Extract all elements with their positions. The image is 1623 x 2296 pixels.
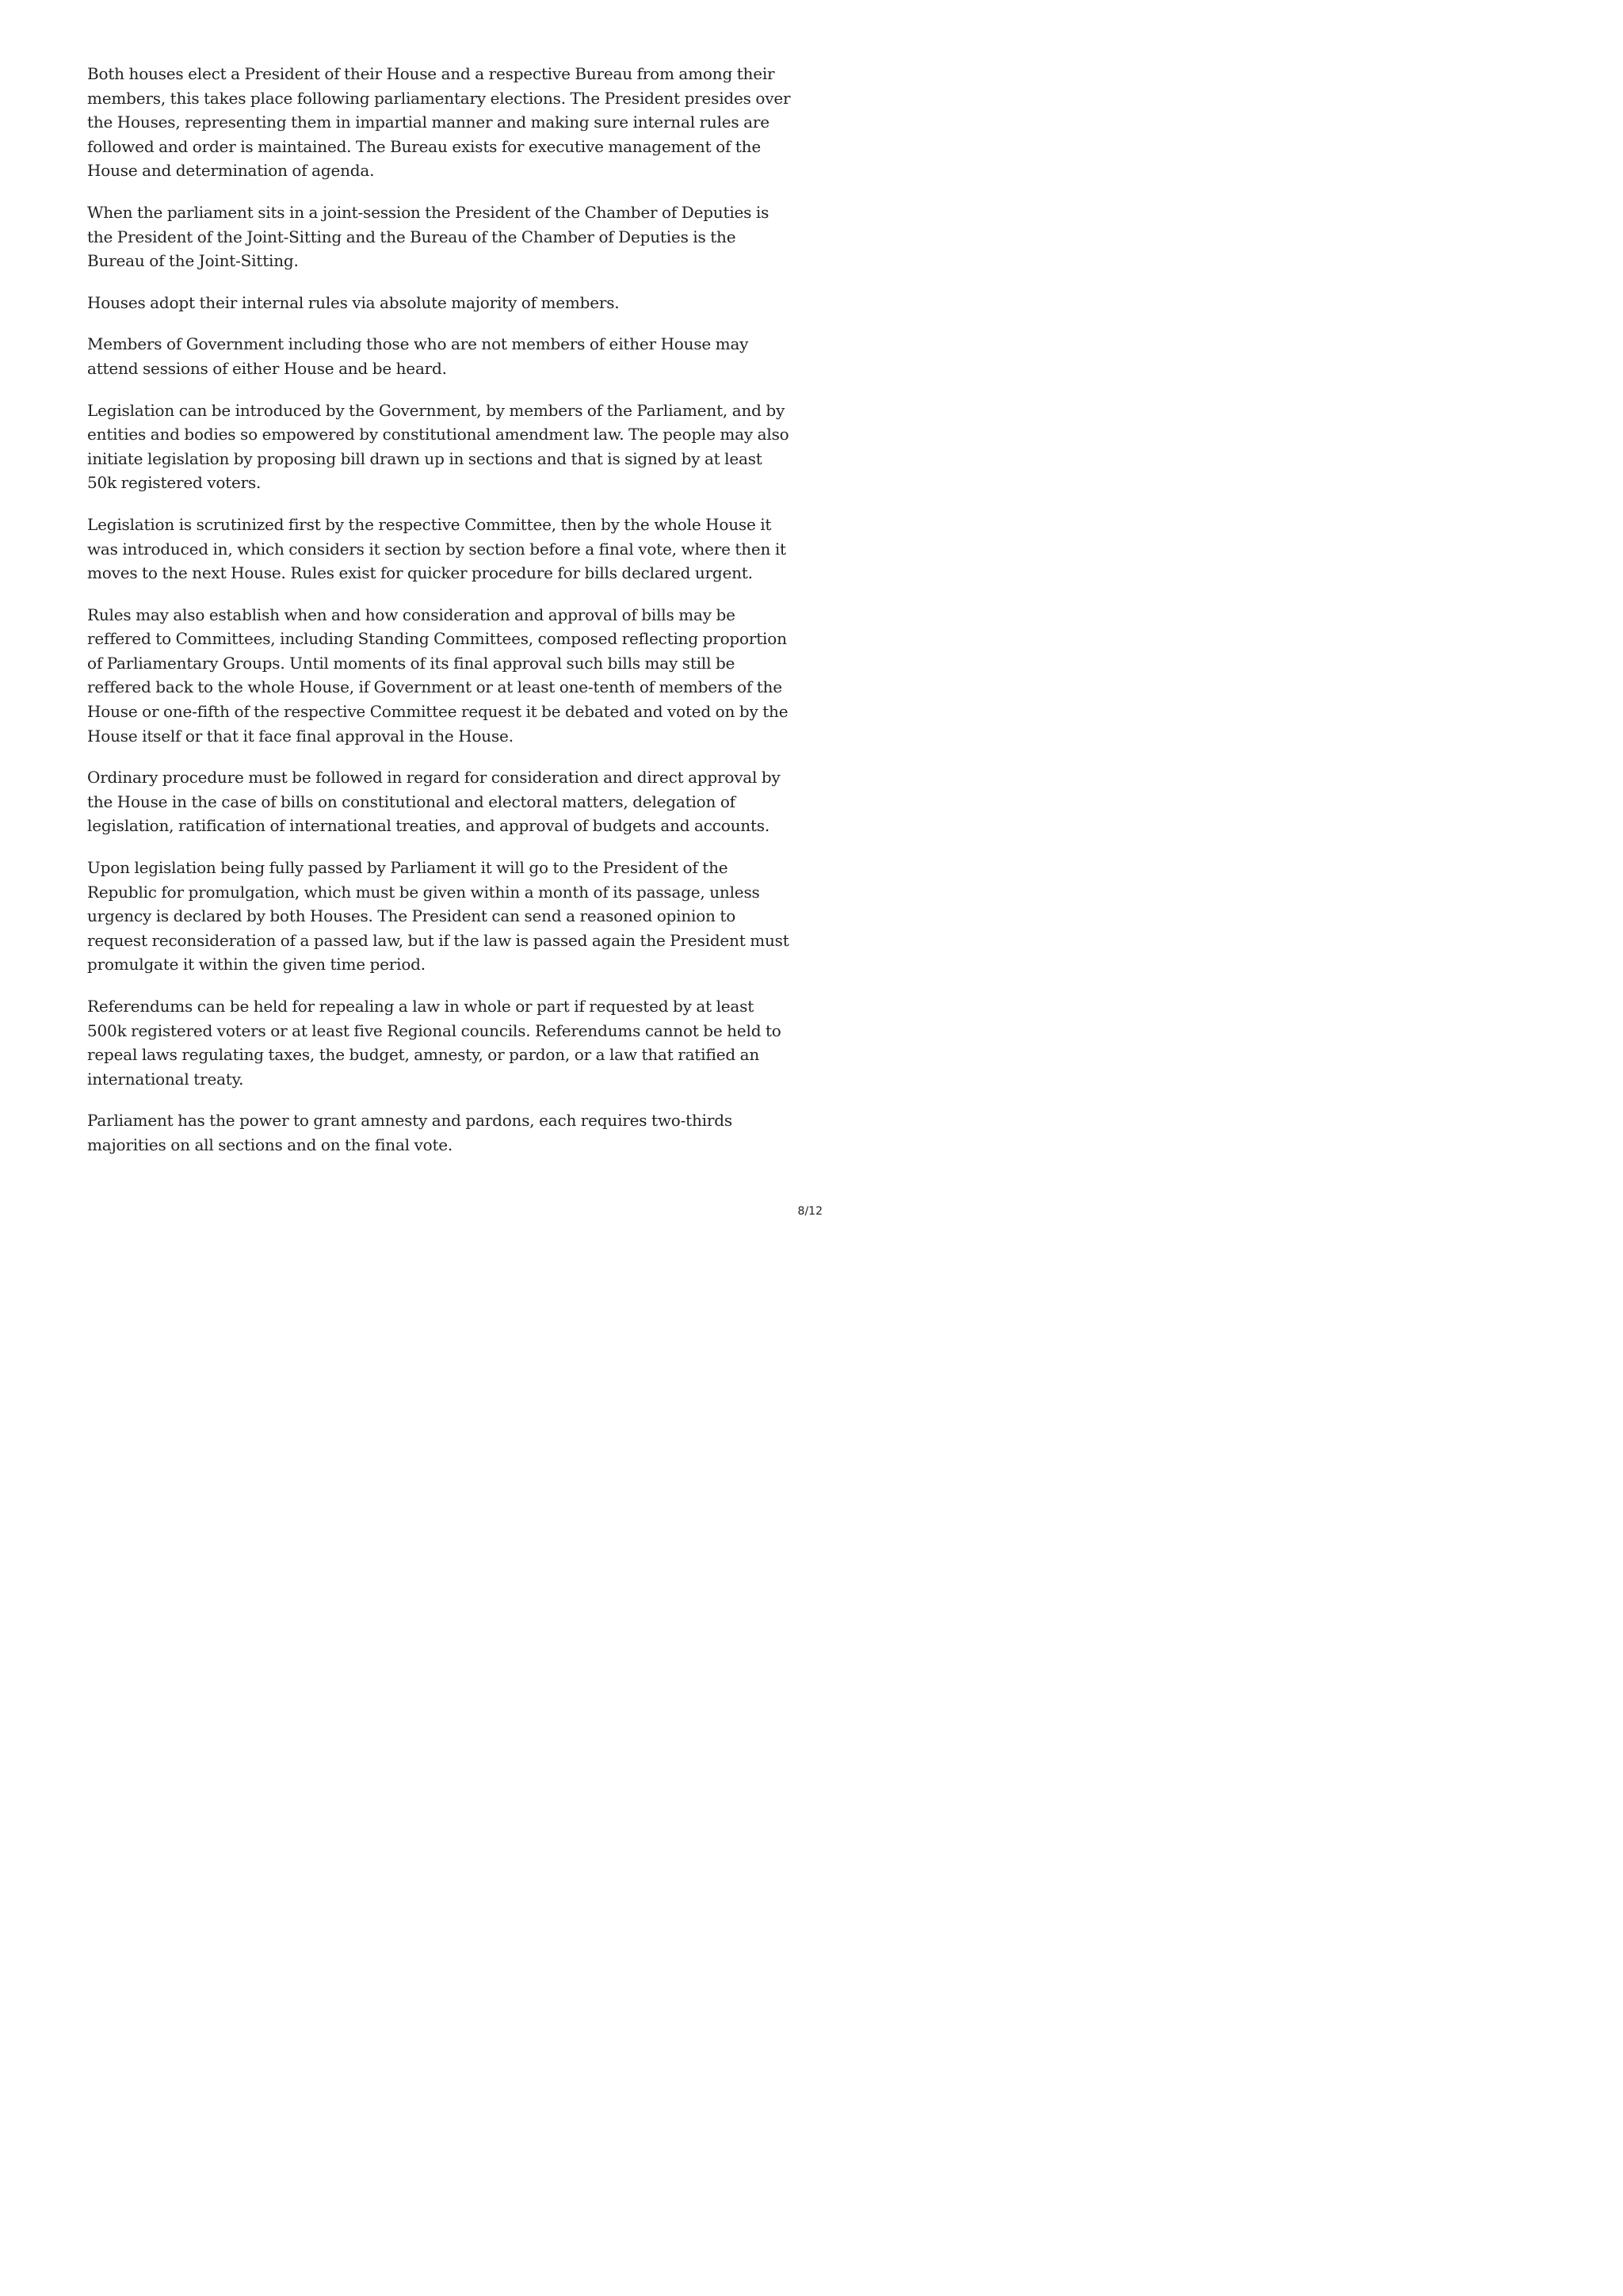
paragraph-ordinary-procedure: Ordinary procedure must be followed in regard for consideration and direct approval by the House in the case of bills on constitutional and electoral matters, delegation of legislation, ratification of international treaties, and approval of budgets and accounts.	[87, 768, 781, 836]
paragraph-promulgation: Upon legislation being fully passed by Parliament it will go to the President of the Republic for promulgation, which must be given within a month of its passage, unless urgency is declared by both Houses. The President can send a reasoned opinion to request reconsideration of a passed law, but if the law is passed again the President must promulgate it within the given time period.	[87, 858, 789, 974]
paragraph-amnesty-pardons: Parliament has the power to grant amnesty and pardons, each requires two-thirds majorities on all sections and on the final vote.	[87, 1111, 732, 1154]
paragraph-referendums: Referendums can be held for repealing a law in whole or part if requested by at least 500k registered voters or at least five Regional councils. Referendums cannot be held to repeal laws regulating taxes, the budget, amnesty, or pardon, or a law that ratified an international treaty.	[87, 997, 781, 1089]
paragraph-committee-rules: Rules may also establish when and how consideration and approval of bills may be reffered to Committees, including Standing Committees, composed reflecting proportion of Parliamentary Groups. Until moments of its final approval such bills may still be reffered back to the whole House, if Government or at least one-tenth of members of the House or one-fifth of the respective Committee request it be debated and voted on by the House itself or that it face final approval in the House.	[87, 605, 789, 746]
paragraph-president-bureau: Both houses elect a President of their House and a respective Bureau from among their members, this takes place following parliamentary elections. The President presides over the Houses, representing them in impartial manner and making sure internal rules are followed and order is maintained. The Bureau exists for executive management of the House and determination of agenda.	[87, 64, 791, 181]
paragraph-legislation-scrutiny: Legislation is scrutinized first by the respective Committee, then by the whole House it was introduced in, which considers it section by section before a final vote, where then it moves to the next House. Rules exist for quicker procedure for bills declared urgent.	[87, 514, 786, 583]
paragraph-government-members: Members of Government including those who are not members of either House may attend sessions of either House and be heard.	[87, 334, 749, 378]
page-body	[87, 62, 794, 1175]
paragraph-joint-session: When the parliament sits in a joint-session the President of the Chamber of Deputies is the President of the Joint-Sitting and the Bureau of the Chamber of Deputies is the Bureau of the Joint-Sitting.	[87, 202, 769, 271]
paragraph-legislation-introduction: Legislation can be introduced by the Government, by members of the Parliament, and by entities and bodies so empowered by constitutional amendment law. The people may also initiate legislation by proposing bill drawn up in sections and that is signed by at least 50k registered voters.	[87, 400, 789, 493]
page-number: 8/12	[797, 1205, 823, 1218]
paragraph-internal-rules: Houses adopt their internal rules via absolute majority of members.	[87, 292, 620, 312]
document-page	[0, 0, 873, 1235]
